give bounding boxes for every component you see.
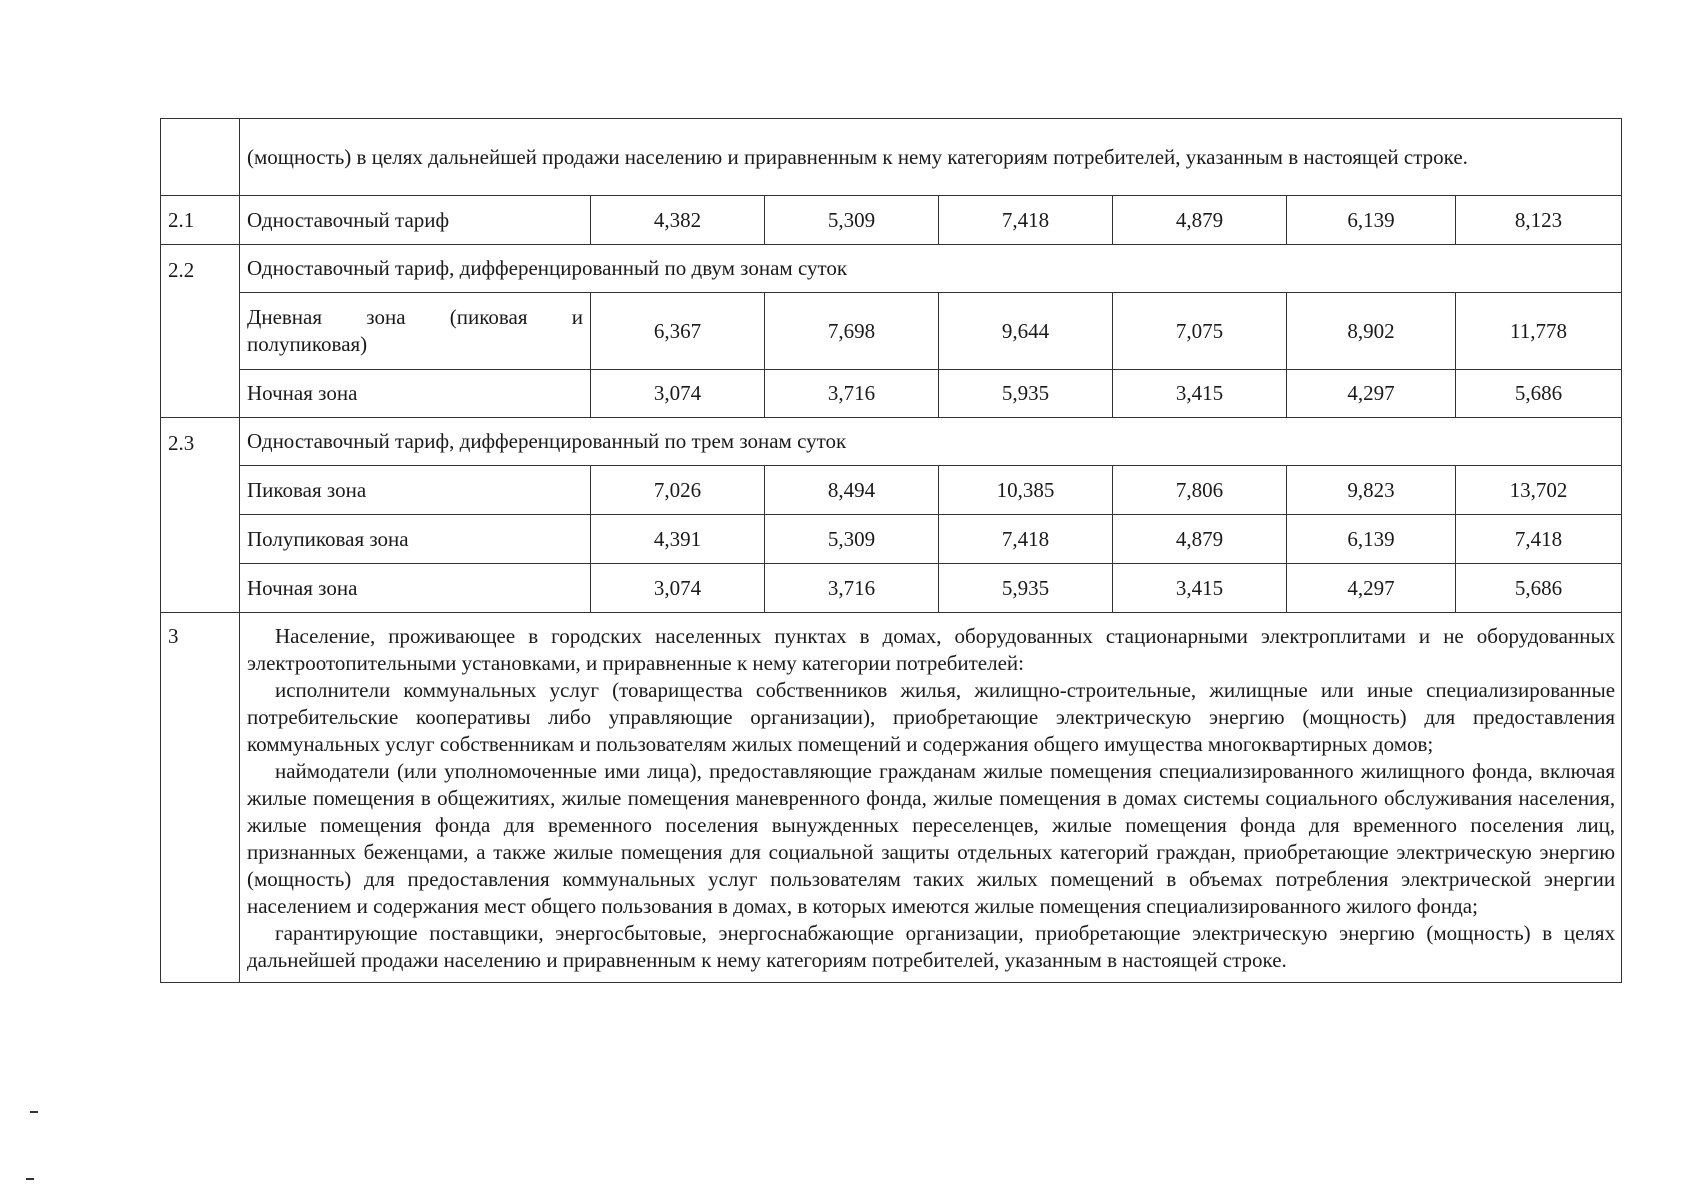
value-cell: 7,698 [765,293,939,370]
value-cell: 9,823 [1287,466,1456,515]
table-row [161,466,1622,515]
row-label: Дневная зона (пиковая и полупиковая) [240,293,591,370]
value-cell: 7,026 [591,466,765,515]
value-cell: 6,139 [1287,196,1456,245]
table-row [161,418,1622,466]
row-label: Ночная зона [240,564,591,613]
value-cell: 7,075 [1113,293,1287,370]
value-cell: 5,309 [765,196,939,245]
value-cell: 8,494 [765,466,939,515]
table-row [161,293,1622,370]
value-cell: 5,935 [939,370,1113,418]
value-cell: 6,139 [1287,515,1456,564]
value-cell: 8,902 [1287,293,1456,370]
value-cell: 3,415 [1113,370,1287,418]
row-number: 2.3 [161,418,240,613]
row-label: Полупиковая зона [240,515,591,564]
value-cell: 13,702 [1456,466,1622,515]
value-cell: 3,074 [591,370,765,418]
value-cell: 3,716 [765,370,939,418]
value-cell: 5,686 [1456,564,1622,613]
section-3-text [240,613,1622,983]
row-label: Ночная зона [240,370,591,418]
value-cell: 6,367 [591,293,765,370]
value-cell: 5,309 [765,515,939,564]
value-cell: 9,644 [939,293,1113,370]
value-cell: 7,418 [1456,515,1622,564]
value-cell: 3,415 [1113,564,1287,613]
row-number: 2.2 [161,245,240,418]
table-row [161,119,1622,196]
value-cell: 4,297 [1287,564,1456,613]
value-cell: 4,382 [591,196,765,245]
value-cell: 4,879 [1113,515,1287,564]
value-cell: 4,391 [591,515,765,564]
continuation-text: (мощность) в целях дальнейшей продажи населению и приравненным к нему категориям потребителей, указанным в настоящей строке. [240,119,1622,196]
value-cell: 7,806 [1113,466,1287,515]
scan-mark [30,1111,38,1113]
table-row [161,564,1622,613]
paragraph: исполнители коммунальных услуг (товарищества собственников жилья, жилищно-строительные, жилищные или иные специализированные потребительские кооперативы либо управляющие организации), приобретающие электрическую энергию (мощность) для предоставления коммунальных услуг собственникам и пользователям жилых помещений и содержания общего имущества многоквартирных домов; [247,678,1616,756]
table-row [161,370,1622,418]
value-cell: 5,935 [939,564,1113,613]
row-number: 2.1 [161,196,240,245]
row-number: 3 [161,613,240,983]
scan-mark [26,1178,34,1180]
paragraph: наймодатели (или уполномоченные ими лица), предоставляющие гражданам жилые помещения специализированного жилищного фонда, включая жилые помещения в общежитиях, жилые помещения маневренного фонда, жилые помещения в домах системы социального обслуживания населения, жилые помещения фонда для временного поселения вынужденных переселенцев, жилые помещения фонда для временного поселения лиц, признанных беженцами, а также жилые помещения для социальной защиты отдельных категорий граждан, приобретающие электрическую энергию (мощность) для предоставления коммунальных услуг пользователям таких жилых помещений в объемах потребления электрической энергии населением и содержания мест общего пользования в домах, в которых имеются жилые помещения специализированного жилого фонда; [247,759,1616,918]
value-cell: 8,123 [1456,196,1622,245]
value-cell: 11,778 [1456,293,1622,370]
row-label: Одноставочный тариф [240,196,591,245]
row-number-cell [161,119,240,196]
section-heading: Одноставочный тариф, дифференцированный по трем зонам суток [240,418,1622,466]
value-cell: 3,716 [765,564,939,613]
value-cell: 5,686 [1456,370,1622,418]
value-cell: 7,418 [939,515,1113,564]
value-cell: 4,879 [1113,196,1287,245]
row-label: Пиковая зона [240,466,591,515]
value-cell: 3,074 [591,564,765,613]
paragraph: гарантирующие поставщики, энергосбытовые, энергоснабжающие организации, приобретающие электрическую энергию (мощность) в целях дальнейшей продажи населению и приравненным к нему категориям потребителей, указанным в настоящей строке. [247,921,1616,972]
table-row [161,245,1622,293]
table-row [161,196,1622,245]
value-cell: 4,297 [1287,370,1456,418]
paragraph: Население, проживающее в городских населенных пунктах в домах, оборудованных стационарными электроплитами и не оборудованных электроотопительными установками, и приравненные к нему категории потребителей: [247,624,1616,675]
section-heading: Одноставочный тариф, дифференцированный по двум зонам суток [240,245,1622,293]
table-row [161,515,1622,564]
value-cell: 10,385 [939,466,1113,515]
value-cell: 7,418 [939,196,1113,245]
tariff-table [160,118,1622,983]
table-row [161,613,1622,983]
